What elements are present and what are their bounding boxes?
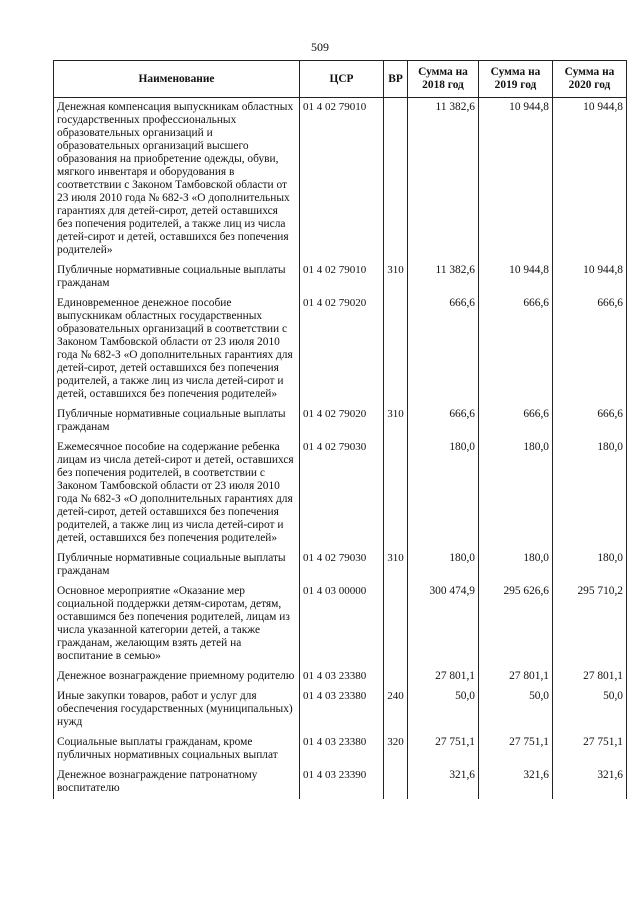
row-sum-2018: 321,6 bbox=[408, 766, 479, 799]
row-sum-2020: 10 944,8 bbox=[553, 98, 627, 262]
row-sum-2018: 27 751,1 bbox=[408, 733, 479, 766]
row-name: Публичные нормативные социальные выплаты гражданам bbox=[54, 549, 300, 582]
row-csr: 01 4 02 79020 bbox=[300, 294, 384, 405]
row-sum-2018: 11 382,6 bbox=[408, 261, 479, 294]
row-vr: 310 bbox=[384, 405, 408, 438]
row-vr: 240 bbox=[384, 687, 408, 733]
table-body bbox=[54, 98, 627, 800]
row-name: Денежное вознаграждение патронатному воспитателю bbox=[54, 766, 300, 799]
header-csr: ЦСР bbox=[300, 61, 384, 98]
row-csr: 01 4 03 00000 bbox=[300, 582, 384, 667]
table-row bbox=[54, 667, 627, 687]
table-row bbox=[54, 405, 627, 438]
table-header bbox=[54, 61, 627, 98]
row-vr bbox=[384, 766, 408, 799]
row-sum-2019: 27 801,1 bbox=[479, 667, 553, 687]
budget-table bbox=[53, 60, 627, 799]
table-row bbox=[54, 687, 627, 733]
row-csr: 01 4 02 79010 bbox=[300, 98, 384, 262]
table-row bbox=[54, 733, 627, 766]
row-sum-2019: 321,6 bbox=[479, 766, 553, 799]
row-sum-2018: 666,6 bbox=[408, 294, 479, 405]
row-csr: 01 4 02 79030 bbox=[300, 549, 384, 582]
header-sum-2019: Сумма на 2019 год bbox=[479, 61, 553, 98]
row-name: Социальные выплаты гражданам, кроме публичных нормативных социальных выплат bbox=[54, 733, 300, 766]
row-name: Иные закупки товаров, работ и услуг для обеспечения государственных (муниципальных) нужд bbox=[54, 687, 300, 733]
header-vr: ВР bbox=[384, 61, 408, 98]
row-sum-2020: 50,0 bbox=[553, 687, 627, 733]
table-row bbox=[54, 294, 627, 405]
row-sum-2020: 295 710,2 bbox=[553, 582, 627, 667]
row-name: Денежная компенсация выпускникам областных государственных профессиональных образовательных организаций и образовательных организаций высшего образования на приобретение одежды, обуви, мягкого инвентаря и оборудования в соответствии с Законом Тамбовской области от 23 июля 2010 года № 682-З «О дополнительных гарантиях для детей-сирот, детей оставшихся без попечения родителей, а также лиц из числа детей-сирот и детей, оставшихся без попечения родителей» bbox=[54, 98, 300, 262]
row-sum-2019: 10 944,8 bbox=[479, 261, 553, 294]
row-sum-2019: 666,6 bbox=[479, 294, 553, 405]
page-number: 509 bbox=[311, 40, 329, 54]
row-csr: 01 4 02 79020 bbox=[300, 405, 384, 438]
row-vr: 320 bbox=[384, 733, 408, 766]
row-csr: 01 4 03 23380 bbox=[300, 733, 384, 766]
header-sum-2020: Сумма на 2020 год bbox=[553, 61, 627, 98]
row-sum-2020: 27 751,1 bbox=[553, 733, 627, 766]
row-sum-2020: 180,0 bbox=[553, 438, 627, 549]
row-csr: 01 4 03 23380 bbox=[300, 687, 384, 733]
row-name: Единовременное денежное пособие выпускникам областных государственных образовательных организаций в соответствии с Законом Тамбовской области от 23 июля 2010 года № 682-З «О дополнительных гарантиях для детей-сирот, детей оставшихся без попечения родителей, а также лиц из числа детей-сирот и детей, оставшихся без попечения родителей» bbox=[54, 294, 300, 405]
row-sum-2018: 27 801,1 bbox=[408, 667, 479, 687]
row-vr bbox=[384, 582, 408, 667]
row-sum-2020: 10 944,8 bbox=[553, 261, 627, 294]
row-name: Ежемесячное пособие на содержание ребенка лицам из числа детей-сирот и детей, оставшихся без попечения родителей, в соответствии с Законом Тамбовской области от 23 июля 2010 года № 682-З «О дополнительных гарантиях для детей-сирот, детей оставшихся без попечения родителей, а также лиц из числа детей-сирот и детей, оставшихся без попечения родителей» bbox=[54, 438, 300, 549]
row-sum-2019: 666,6 bbox=[479, 405, 553, 438]
row-sum-2020: 180,0 bbox=[553, 549, 627, 582]
row-name: Основное мероприятие «Оказание мер социальной поддержки детям-сиротам, детям, оставшимся без попечения родителей, лицам из числа указанной категории детей, а также гражданам, желающим взять детей на воспитание в семью» bbox=[54, 582, 300, 667]
row-sum-2020: 27 801,1 bbox=[553, 667, 627, 687]
row-sum-2019: 50,0 bbox=[479, 687, 553, 733]
row-csr: 01 4 03 23390 bbox=[300, 766, 384, 799]
header-name: Наименование bbox=[54, 61, 300, 98]
row-sum-2018: 300 474,9 bbox=[408, 582, 479, 667]
row-sum-2019: 295 626,6 bbox=[479, 582, 553, 667]
row-vr bbox=[384, 98, 408, 262]
row-sum-2020: 666,6 bbox=[553, 294, 627, 405]
row-csr: 01 4 02 79030 bbox=[300, 438, 384, 549]
row-vr bbox=[384, 438, 408, 549]
row-name: Денежное вознаграждение приемному родителю bbox=[54, 667, 300, 687]
row-sum-2018: 180,0 bbox=[408, 438, 479, 549]
row-sum-2018: 180,0 bbox=[408, 549, 479, 582]
row-sum-2020: 321,6 bbox=[553, 766, 627, 799]
row-vr bbox=[384, 294, 408, 405]
table-row bbox=[54, 549, 627, 582]
row-sum-2019: 180,0 bbox=[479, 438, 553, 549]
table-row bbox=[54, 582, 627, 667]
row-vr: 310 bbox=[384, 549, 408, 582]
table-row bbox=[54, 438, 627, 549]
row-name: Публичные нормативные социальные выплаты гражданам bbox=[54, 261, 300, 294]
row-vr: 310 bbox=[384, 261, 408, 294]
row-name: Публичные нормативные социальные выплаты гражданам bbox=[54, 405, 300, 438]
table-row bbox=[54, 766, 627, 799]
row-sum-2018: 50,0 bbox=[408, 687, 479, 733]
row-sum-2018: 11 382,6 bbox=[408, 98, 479, 262]
row-vr bbox=[384, 667, 408, 687]
row-sum-2020: 666,6 bbox=[553, 405, 627, 438]
row-sum-2019: 27 751,1 bbox=[479, 733, 553, 766]
header-sum-2018: Сумма на 2018 год bbox=[408, 61, 479, 98]
table-row bbox=[54, 98, 627, 262]
row-csr: 01 4 03 23380 bbox=[300, 667, 384, 687]
table-row bbox=[54, 261, 627, 294]
row-csr: 01 4 02 79010 bbox=[300, 261, 384, 294]
row-sum-2019: 180,0 bbox=[479, 549, 553, 582]
row-sum-2018: 666,6 bbox=[408, 405, 479, 438]
row-sum-2019: 10 944,8 bbox=[479, 98, 553, 262]
